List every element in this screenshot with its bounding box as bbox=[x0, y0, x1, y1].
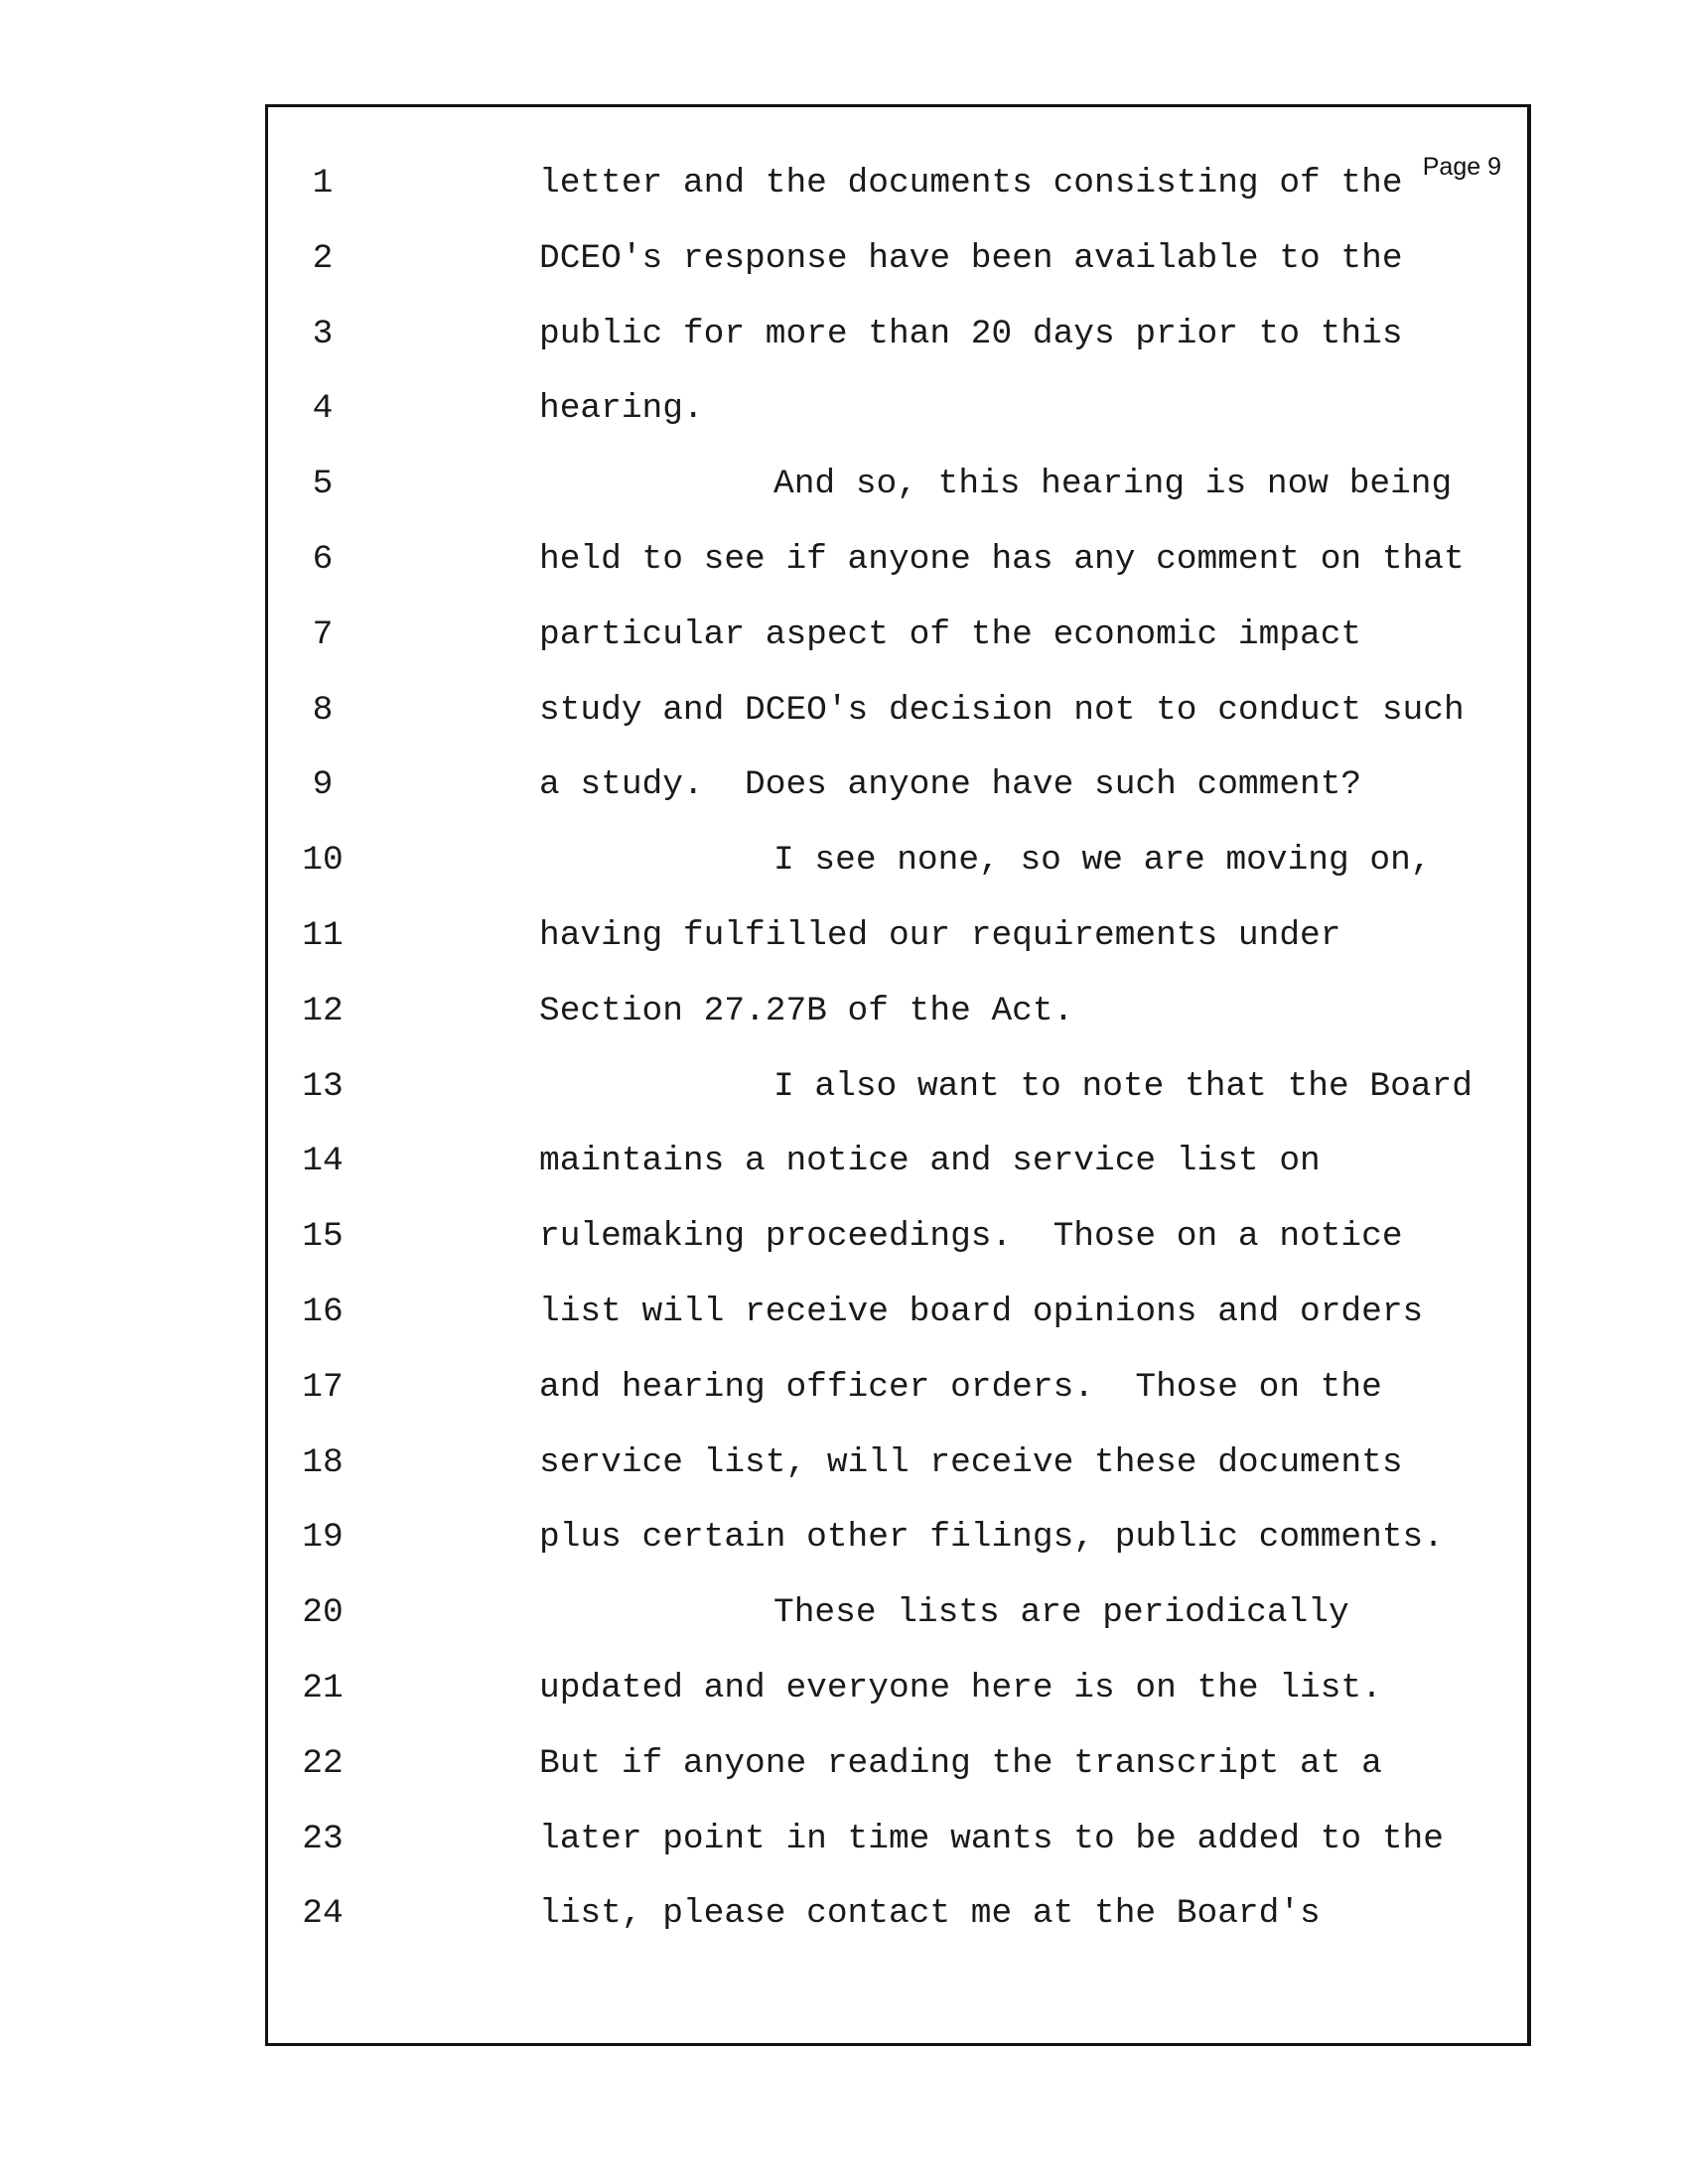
line-text: I see none, so we are moving on, bbox=[773, 841, 1432, 881]
line-number: 23 bbox=[302, 1819, 344, 1858]
line-number: 4 bbox=[312, 389, 334, 429]
line-text: plus certain other filings, public comments. bbox=[539, 1518, 1444, 1558]
transcript-line bbox=[268, 991, 1527, 1070]
line-number: 11 bbox=[302, 915, 344, 955]
line-text: having fulfilled our requirements under bbox=[539, 915, 1341, 955]
line-text: service list, will receive these documents bbox=[539, 1442, 1403, 1482]
line-number: 16 bbox=[302, 1292, 344, 1331]
transcript-line bbox=[268, 841, 1527, 919]
line-number: 5 bbox=[312, 465, 334, 504]
transcript-line bbox=[268, 1367, 1527, 1446]
transcript-line bbox=[268, 164, 1527, 242]
line-text: letter and the documents consisting of the bbox=[539, 164, 1403, 203]
transcript-line bbox=[268, 465, 1527, 543]
line-number: 18 bbox=[302, 1442, 344, 1482]
transcript-line bbox=[268, 389, 1527, 468]
line-text: list will receive board opinions and orders bbox=[539, 1292, 1424, 1331]
line-text: public for more than 20 days prior to this bbox=[539, 314, 1403, 353]
line-number: 2 bbox=[312, 238, 334, 278]
transcript-line bbox=[268, 314, 1527, 393]
line-text: maintains a notice and service list on bbox=[539, 1142, 1321, 1181]
line-text: rulemaking proceedings. Those on a notice bbox=[539, 1217, 1403, 1257]
transcript-line bbox=[268, 1518, 1527, 1596]
transcript-line bbox=[268, 1593, 1527, 1672]
line-text: But if anyone reading the transcript at a bbox=[539, 1743, 1382, 1783]
line-number: 8 bbox=[312, 690, 334, 730]
page-number: Page 9 bbox=[1422, 153, 1501, 181]
transcript-line bbox=[268, 1217, 1527, 1296]
line-text: DCEO's response have been available to the bbox=[539, 238, 1403, 278]
line-text: These lists are periodically bbox=[773, 1593, 1349, 1633]
line-number: 1 bbox=[312, 164, 334, 203]
transcript-line bbox=[268, 1442, 1527, 1522]
line-number: 13 bbox=[302, 1066, 344, 1106]
transcript-line bbox=[268, 1668, 1527, 1747]
line-text: list, please contact me at the Board's bbox=[539, 1894, 1321, 1934]
line-number: 10 bbox=[302, 841, 344, 881]
transcript-line bbox=[268, 690, 1527, 769]
line-text: Section 27.27B of the Act. bbox=[539, 991, 1074, 1030]
line-text: and hearing officer orders. Those on the bbox=[539, 1367, 1382, 1407]
line-number: 14 bbox=[302, 1142, 344, 1181]
line-text: later point in time wants to be added to the bbox=[539, 1819, 1444, 1858]
transcript-line bbox=[268, 614, 1527, 694]
line-text: a study. Does anyone have such comment? bbox=[539, 765, 1362, 805]
transcript-line bbox=[268, 1894, 1527, 1973]
line-number: 6 bbox=[312, 539, 334, 579]
line-number: 20 bbox=[302, 1593, 344, 1633]
transcript-line bbox=[268, 1292, 1527, 1371]
line-number: 17 bbox=[302, 1367, 344, 1407]
transcript-line bbox=[268, 238, 1527, 318]
transcript-body bbox=[268, 164, 1527, 1973]
line-text: And so, this hearing is now being bbox=[773, 465, 1453, 504]
line-number: 24 bbox=[302, 1894, 344, 1934]
line-text: hearing. bbox=[539, 389, 704, 429]
line-number: 7 bbox=[312, 614, 334, 654]
transcript-page bbox=[265, 104, 1531, 2046]
line-text: study and DCEO's decision not to conduct such bbox=[539, 690, 1465, 730]
transcript-line bbox=[268, 915, 1527, 995]
line-number: 21 bbox=[302, 1668, 344, 1707]
transcript-line bbox=[268, 1743, 1527, 1823]
line-text: held to see if anyone has any comment on that bbox=[539, 539, 1465, 579]
line-text: particular aspect of the economic impact bbox=[539, 614, 1362, 654]
line-number: 22 bbox=[302, 1743, 344, 1783]
line-number: 9 bbox=[312, 765, 334, 805]
transcript-line bbox=[268, 1819, 1527, 1898]
line-text: updated and everyone here is on the list. bbox=[539, 1668, 1382, 1707]
transcript-line bbox=[268, 1066, 1527, 1146]
transcript-line bbox=[268, 539, 1527, 618]
line-number: 15 bbox=[302, 1217, 344, 1257]
line-number: 19 bbox=[302, 1518, 344, 1558]
line-text: I also want to note that the Board bbox=[773, 1066, 1473, 1106]
transcript-line bbox=[268, 765, 1527, 844]
line-number: 12 bbox=[302, 991, 344, 1030]
line-number: 3 bbox=[312, 314, 334, 353]
transcript-line bbox=[268, 1142, 1527, 1220]
